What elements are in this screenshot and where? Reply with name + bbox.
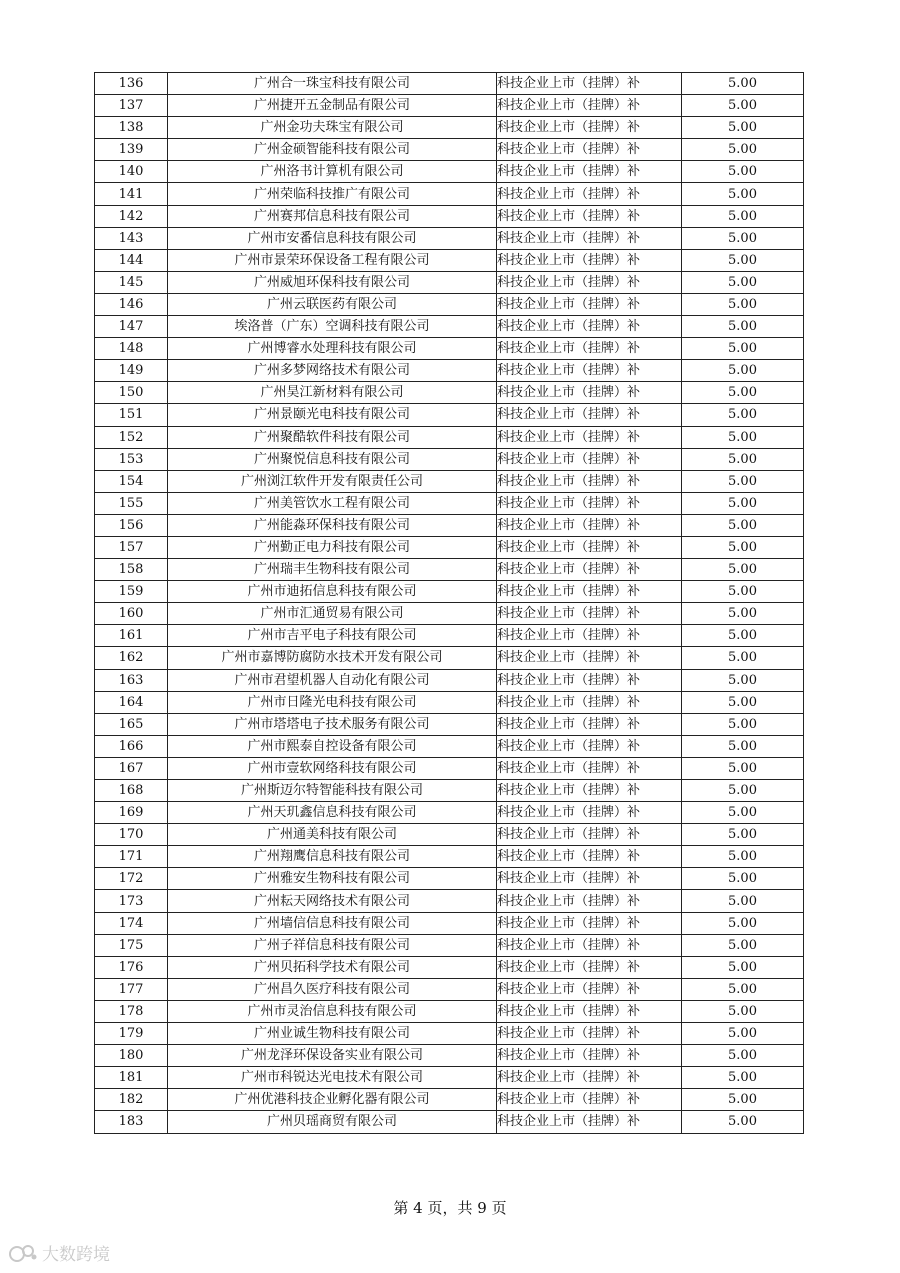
subsidy-amount: 5.00 <box>682 514 804 536</box>
row-number: 141 <box>95 183 168 205</box>
row-number: 137 <box>95 95 168 117</box>
table-row <box>95 470 804 492</box>
company-name: 广州荣临科技推广有限公司 <box>168 183 497 205</box>
subsidy-amount: 5.00 <box>682 271 804 293</box>
company-name: 广州市汇通贸易有限公司 <box>168 603 497 625</box>
company-name: 广州子祥信息科技有限公司 <box>168 934 497 956</box>
row-number: 138 <box>95 117 168 139</box>
logo-icon <box>8 1242 38 1264</box>
row-number: 157 <box>95 536 168 558</box>
table-row <box>95 956 804 978</box>
company-name: 广州浏江软件开发有限责任公司 <box>168 470 497 492</box>
subsidy-amount: 5.00 <box>682 227 804 249</box>
subsidy-amount: 5.00 <box>682 360 804 382</box>
company-name: 广州金功夫珠宝有限公司 <box>168 117 497 139</box>
subsidy-amount: 5.00 <box>682 492 804 514</box>
table-row <box>95 514 804 536</box>
table-row <box>95 559 804 581</box>
row-number: 161 <box>95 625 168 647</box>
subsidy-amount: 5.00 <box>682 956 804 978</box>
table-row <box>95 625 804 647</box>
subsidy-type: 科技企业上市（挂牌）补 <box>497 117 682 139</box>
company-name: 广州聚酷软件科技有限公司 <box>168 426 497 448</box>
table-row <box>95 249 804 271</box>
table-row <box>95 647 804 669</box>
company-name: 广州市科锐达光电技术有限公司 <box>168 1067 497 1089</box>
row-number: 171 <box>95 846 168 868</box>
table-row <box>95 1023 804 1045</box>
company-name: 广州耘天网络技术有限公司 <box>168 890 497 912</box>
subsidy-amount: 5.00 <box>682 249 804 271</box>
company-name: 广州威旭环保科技有限公司 <box>168 271 497 293</box>
subsidy-amount: 5.00 <box>682 780 804 802</box>
row-number: 154 <box>95 470 168 492</box>
company-name: 广州捷开五金制品有限公司 <box>168 95 497 117</box>
subsidy-type: 科技企业上市（挂牌）补 <box>497 603 682 625</box>
subsidy-type: 科技企业上市（挂牌）补 <box>497 404 682 426</box>
subsidy-amount: 5.00 <box>682 117 804 139</box>
row-number: 155 <box>95 492 168 514</box>
table-row <box>95 448 804 470</box>
company-name: 广州市灵治信息科技有限公司 <box>168 1000 497 1022</box>
subsidy-type: 科技企业上市（挂牌）补 <box>497 360 682 382</box>
table-row <box>95 603 804 625</box>
subsidy-amount: 5.00 <box>682 559 804 581</box>
company-name: 广州景颐光电科技有限公司 <box>168 404 497 426</box>
table-row <box>95 227 804 249</box>
row-number: 167 <box>95 757 168 779</box>
company-name: 广州翔鹰信息科技有限公司 <box>168 846 497 868</box>
subsidy-type: 科技企业上市（挂牌）补 <box>497 559 682 581</box>
subsidy-type: 科技企业上市（挂牌）补 <box>497 382 682 404</box>
row-number: 147 <box>95 316 168 338</box>
row-number: 153 <box>95 448 168 470</box>
subsidy-amount: 5.00 <box>682 1111 804 1133</box>
row-number: 159 <box>95 581 168 603</box>
row-number: 145 <box>95 271 168 293</box>
table-row <box>95 293 804 315</box>
table-row <box>95 824 804 846</box>
subsidy-type: 科技企业上市（挂牌）补 <box>497 1111 682 1133</box>
company-name: 广州墙信信息科技有限公司 <box>168 912 497 934</box>
table-row <box>95 139 804 161</box>
table-row <box>95 581 804 603</box>
table-row <box>95 846 804 868</box>
row-number: 166 <box>95 735 168 757</box>
row-number: 174 <box>95 912 168 934</box>
subsidy-type: 科技企业上市（挂牌）补 <box>497 912 682 934</box>
row-number: 143 <box>95 227 168 249</box>
table-row <box>95 691 804 713</box>
subsidy-amount: 5.00 <box>682 802 804 824</box>
page-number: 第 4 页，共 9 页 <box>393 1199 507 1217</box>
subsidy-amount: 5.00 <box>682 448 804 470</box>
row-number: 152 <box>95 426 168 448</box>
subsidy-type: 科技企业上市（挂牌）补 <box>497 448 682 470</box>
table-row <box>95 978 804 1000</box>
row-number: 177 <box>95 978 168 1000</box>
subsidy-amount: 5.00 <box>682 1045 804 1067</box>
row-number: 142 <box>95 205 168 227</box>
subsidy-type: 科技企业上市（挂牌）补 <box>497 1023 682 1045</box>
table-row <box>95 1000 804 1022</box>
subsidy-table <box>94 72 804 1134</box>
subsidy-type: 科技企业上市（挂牌）补 <box>497 802 682 824</box>
table-row <box>95 1045 804 1067</box>
subsidy-amount: 5.00 <box>682 73 804 95</box>
subsidy-amount: 5.00 <box>682 1067 804 1089</box>
row-number: 140 <box>95 161 168 183</box>
subsidy-type: 科技企业上市（挂牌）补 <box>497 316 682 338</box>
row-number: 150 <box>95 382 168 404</box>
table-row <box>95 780 804 802</box>
subsidy-amount: 5.00 <box>682 161 804 183</box>
subsidy-amount: 5.00 <box>682 846 804 868</box>
subsidy-amount: 5.00 <box>682 382 804 404</box>
company-name: 广州市壹软网络科技有限公司 <box>168 757 497 779</box>
company-name: 广州能淼环保科技有限公司 <box>168 514 497 536</box>
subsidy-type: 科技企业上市（挂牌）补 <box>497 73 682 95</box>
row-number: 151 <box>95 404 168 426</box>
table-row <box>95 492 804 514</box>
table-row <box>95 316 804 338</box>
company-name: 广州贝瑶商贸有限公司 <box>168 1111 497 1133</box>
table-row <box>95 426 804 448</box>
company-name: 埃洛普（广东）空调科技有限公司 <box>168 316 497 338</box>
subsidy-type: 科技企业上市（挂牌）补 <box>497 691 682 713</box>
company-name: 广州市迪拓信息科技有限公司 <box>168 581 497 603</box>
row-number: 139 <box>95 139 168 161</box>
table-row <box>95 73 804 95</box>
subsidy-type: 科技企业上市（挂牌）补 <box>497 735 682 757</box>
row-number: 162 <box>95 647 168 669</box>
company-name: 广州市安番信息科技有限公司 <box>168 227 497 249</box>
company-name: 广州天玑鑫信息科技有限公司 <box>168 802 497 824</box>
company-name: 广州优港科技企业孵化器有限公司 <box>168 1089 497 1111</box>
table-row <box>95 205 804 227</box>
subsidy-type: 科技企业上市（挂牌）补 <box>497 536 682 558</box>
company-name: 广州业诚生物科技有限公司 <box>168 1023 497 1045</box>
company-name: 广州贝拓科学技术有限公司 <box>168 956 497 978</box>
row-number: 158 <box>95 559 168 581</box>
table-row <box>95 757 804 779</box>
table-row <box>95 1111 804 1133</box>
table-row <box>95 669 804 691</box>
subsidy-amount: 5.00 <box>682 735 804 757</box>
subsidy-amount: 5.00 <box>682 1089 804 1111</box>
company-name: 广州多梦网络技术有限公司 <box>168 360 497 382</box>
subsidy-type: 科技企业上市（挂牌）补 <box>497 492 682 514</box>
subsidy-amount: 5.00 <box>682 691 804 713</box>
subsidy-amount: 5.00 <box>682 183 804 205</box>
table-row <box>95 161 804 183</box>
table-row <box>95 912 804 934</box>
table-row <box>95 934 804 956</box>
subsidy-type: 科技企业上市（挂牌）补 <box>497 139 682 161</box>
company-name: 广州市君望机器人自动化有限公司 <box>168 669 497 691</box>
subsidy-amount: 5.00 <box>682 316 804 338</box>
subsidy-type: 科技企业上市（挂牌）补 <box>497 161 682 183</box>
row-number: 168 <box>95 780 168 802</box>
table-body <box>95 73 804 1134</box>
row-number: 183 <box>95 1111 168 1133</box>
subsidy-amount: 5.00 <box>682 1023 804 1045</box>
subsidy-type: 科技企业上市（挂牌）补 <box>497 95 682 117</box>
row-number: 179 <box>95 1023 168 1045</box>
subsidy-amount: 5.00 <box>682 536 804 558</box>
table-row <box>95 1067 804 1089</box>
subsidy-amount: 5.00 <box>682 669 804 691</box>
subsidy-amount: 5.00 <box>682 824 804 846</box>
row-number: 165 <box>95 713 168 735</box>
subsidy-amount: 5.00 <box>682 978 804 1000</box>
subsidy-type: 科技企业上市（挂牌）补 <box>497 780 682 802</box>
row-number: 176 <box>95 956 168 978</box>
company-name: 广州昊江新材料有限公司 <box>168 382 497 404</box>
company-name: 广州斯迈尔特智能科技有限公司 <box>168 780 497 802</box>
subsidy-type: 科技企业上市（挂牌）补 <box>497 890 682 912</box>
row-number: 173 <box>95 890 168 912</box>
row-number: 136 <box>95 73 168 95</box>
subsidy-amount: 5.00 <box>682 934 804 956</box>
table-row <box>95 271 804 293</box>
company-name: 广州市熙泰自控设备有限公司 <box>168 735 497 757</box>
subsidy-amount: 5.00 <box>682 426 804 448</box>
table-row <box>95 338 804 360</box>
subsidy-amount: 5.00 <box>682 139 804 161</box>
table-row <box>95 404 804 426</box>
subsidy-type: 科技企业上市（挂牌）补 <box>497 956 682 978</box>
company-name: 广州博睿水处理科技有限公司 <box>168 338 497 360</box>
table-row <box>95 382 804 404</box>
row-number: 178 <box>95 1000 168 1022</box>
subsidy-type: 科技企业上市（挂牌）补 <box>497 581 682 603</box>
row-number: 164 <box>95 691 168 713</box>
company-name: 广州洛书计算机有限公司 <box>168 161 497 183</box>
subsidy-amount: 5.00 <box>682 890 804 912</box>
row-number: 175 <box>95 934 168 956</box>
subsidy-amount: 5.00 <box>682 338 804 360</box>
row-number: 182 <box>95 1089 168 1111</box>
subsidy-type: 科技企业上市（挂牌）补 <box>497 1000 682 1022</box>
subsidy-amount: 5.00 <box>682 1000 804 1022</box>
company-name: 广州合一珠宝科技有限公司 <box>168 73 497 95</box>
table-row <box>95 360 804 382</box>
subsidy-type: 科技企业上市（挂牌）补 <box>497 1089 682 1111</box>
company-name: 广州昌久医疗科技有限公司 <box>168 978 497 1000</box>
subsidy-type: 科技企业上市（挂牌）补 <box>497 868 682 890</box>
table-row <box>95 735 804 757</box>
subsidy-type: 科技企业上市（挂牌）补 <box>497 713 682 735</box>
table-row <box>95 536 804 558</box>
subsidy-type: 科技企业上市（挂牌）补 <box>497 205 682 227</box>
subsidy-type: 科技企业上市（挂牌）补 <box>497 978 682 1000</box>
subsidy-amount: 5.00 <box>682 95 804 117</box>
table-row <box>95 1089 804 1111</box>
company-name: 广州雅安生物科技有限公司 <box>168 868 497 890</box>
row-number: 149 <box>95 360 168 382</box>
subsidy-amount: 5.00 <box>682 647 804 669</box>
subsidy-type: 科技企业上市（挂牌）补 <box>497 934 682 956</box>
company-name: 广州美管饮水工程有限公司 <box>168 492 497 514</box>
subsidy-type: 科技企业上市（挂牌）补 <box>497 824 682 846</box>
subsidy-type: 科技企业上市（挂牌）补 <box>497 338 682 360</box>
subsidy-amount: 5.00 <box>682 581 804 603</box>
company-name: 广州市嘉博防腐防水技术开发有限公司 <box>168 647 497 669</box>
company-name: 广州聚悦信息科技有限公司 <box>168 448 497 470</box>
row-number: 156 <box>95 514 168 536</box>
table-row <box>95 802 804 824</box>
subsidy-type: 科技企业上市（挂牌）补 <box>497 514 682 536</box>
subsidy-type: 科技企业上市（挂牌）补 <box>497 669 682 691</box>
row-number: 146 <box>95 293 168 315</box>
row-number: 163 <box>95 669 168 691</box>
subsidy-type: 科技企业上市（挂牌）补 <box>497 183 682 205</box>
company-name: 广州云联医药有限公司 <box>168 293 497 315</box>
subsidy-amount: 5.00 <box>682 205 804 227</box>
watermark <box>8 1240 110 1265</box>
table-row <box>95 95 804 117</box>
company-name: 广州赛邦信息科技有限公司 <box>168 205 497 227</box>
row-number: 144 <box>95 249 168 271</box>
row-number: 148 <box>95 338 168 360</box>
row-number: 181 <box>95 1067 168 1089</box>
subsidy-amount: 5.00 <box>682 404 804 426</box>
table-row <box>95 868 804 890</box>
table-row <box>95 183 804 205</box>
subsidy-amount: 5.00 <box>682 868 804 890</box>
subsidy-type: 科技企业上市（挂牌）补 <box>497 426 682 448</box>
subsidy-amount: 5.00 <box>682 912 804 934</box>
subsidy-type: 科技企业上市（挂牌）补 <box>497 470 682 492</box>
table-row <box>95 713 804 735</box>
row-number: 172 <box>95 868 168 890</box>
company-name: 广州瑞丰生物科技有限公司 <box>168 559 497 581</box>
company-name: 广州市日隆光电科技有限公司 <box>168 691 497 713</box>
row-number: 160 <box>95 603 168 625</box>
company-name: 广州通美科技有限公司 <box>168 824 497 846</box>
subsidy-type: 科技企业上市（挂牌）补 <box>497 1067 682 1089</box>
subsidy-type: 科技企业上市（挂牌）补 <box>497 1045 682 1067</box>
subsidy-amount: 5.00 <box>682 757 804 779</box>
company-name: 广州市塔塔电子技术服务有限公司 <box>168 713 497 735</box>
subsidy-amount: 5.00 <box>682 470 804 492</box>
table-row <box>95 117 804 139</box>
watermark-text: 大数跨境 <box>42 1245 110 1265</box>
subsidy-amount: 5.00 <box>682 713 804 735</box>
subsidy-amount: 5.00 <box>682 625 804 647</box>
subsidy-amount: 5.00 <box>682 603 804 625</box>
subsidy-type: 科技企业上市（挂牌）补 <box>497 271 682 293</box>
company-name: 广州龙泽环保设备实业有限公司 <box>168 1045 497 1067</box>
company-name: 广州市景荣环保设备工程有限公司 <box>168 249 497 271</box>
subsidy-type: 科技企业上市（挂牌）补 <box>497 625 682 647</box>
subsidy-type: 科技企业上市（挂牌）补 <box>497 757 682 779</box>
row-number: 170 <box>95 824 168 846</box>
company-name: 广州市吉平电子科技有限公司 <box>168 625 497 647</box>
company-name: 广州勤正电力科技有限公司 <box>168 536 497 558</box>
subsidy-type: 科技企业上市（挂牌）补 <box>497 647 682 669</box>
subsidy-amount: 5.00 <box>682 293 804 315</box>
table-row <box>95 890 804 912</box>
row-number: 169 <box>95 802 168 824</box>
subsidy-type: 科技企业上市（挂牌）补 <box>497 227 682 249</box>
subsidy-type: 科技企业上市（挂牌）补 <box>497 293 682 315</box>
company-name: 广州金硕智能科技有限公司 <box>168 139 497 161</box>
row-number: 180 <box>95 1045 168 1067</box>
subsidy-type: 科技企业上市（挂牌）补 <box>497 249 682 271</box>
subsidy-type: 科技企业上市（挂牌）补 <box>497 846 682 868</box>
